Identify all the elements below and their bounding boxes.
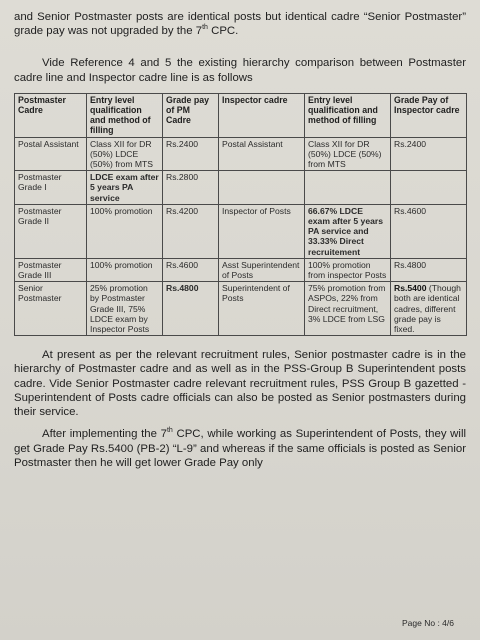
- cell-pm-cadre: Postal Assistant: [15, 137, 87, 171]
- header-pm-pay: Grade pay of PM Cadre: [163, 93, 219, 137]
- table-row: [15, 258, 467, 281]
- cell-pm-pay: Rs.4200: [163, 204, 219, 258]
- cell-ins-pay: Rs.4600: [391, 204, 467, 258]
- cell-ins-entry: 66.67% LDCE exam after 5 years PA service and 33.33% Direct recruitement: [305, 204, 391, 258]
- cell-pm-entry: 100% promotion: [87, 258, 163, 281]
- cell-ins-entry: 100% promotion from inspector Posts: [305, 258, 391, 281]
- cell-ins-entry: Class XII for DR (50%) LDCE (50%) from MTS: [305, 137, 391, 171]
- cell-pm-entry: 25% promotion by Postmaster Grade III, 75% LDCE exam by Inspector Posts: [87, 282, 163, 336]
- ins-pay-value: Rs.5400: [394, 283, 427, 294]
- after-superscript: th: [166, 427, 173, 435]
- cell-ins-entry: [305, 171, 391, 205]
- after-text-end: CPC, while working as Superintendent of Posts, they will get Grade Pay Rs.5400 (PB-2) “L-9” and whereas if the same officials is posted as Senior Postmaster then he will get lower Grade Pay only: [14, 428, 466, 469]
- cell-ins-pay: Rs.4800: [391, 258, 467, 281]
- cell-ins-cadre: Asst Superintendent of Posts: [219, 258, 305, 281]
- ins-pay-note: (Though both are identical cadres, different grade pay is fixed.: [394, 283, 461, 335]
- cell-ins-pay: Rs.2400: [391, 137, 467, 171]
- intro-text-end: CPC.: [207, 25, 239, 38]
- page-number: Page No : 4/6: [402, 618, 454, 628]
- intro-paragraph: [14, 10, 466, 38]
- cell-pm-pay: Rs.2400: [163, 137, 219, 171]
- header-ins-cadre: Inspector cadre: [219, 93, 305, 137]
- hierarchy-paragraph: Vide Reference 4 and 5 the existing hierarchy comparison between Postmaster cadre line and Inspector cadre line is as follows: [14, 57, 466, 84]
- cell-ins-cadre: [219, 171, 305, 205]
- cell-pm-pay: Rs.4800: [163, 282, 219, 336]
- cell-ins-cadre: Inspector of Posts: [219, 204, 305, 258]
- table-header-row: [15, 93, 467, 137]
- intro-superscript: th: [202, 24, 208, 32]
- cell-pm-cadre: Postmaster Grade III: [15, 258, 87, 281]
- cell-ins-entry: 75% promotion from ASPOs, 22% from Direct recruitment, 3% LDCE from LSG: [305, 282, 391, 336]
- table-row: [15, 137, 467, 171]
- cell-pm-pay: Rs.2800: [163, 171, 219, 205]
- cell-pm-entry: Class XII for DR (50%) LDCE (50%) from MTS: [87, 137, 163, 171]
- header-pm-cadre: Postmaster Cadre: [15, 93, 87, 137]
- cell-pm-cadre: Postmaster Grade II: [15, 204, 87, 258]
- cell-ins-cadre: Postal Assistant: [219, 137, 305, 171]
- table-row: [15, 282, 467, 336]
- cell-ins-cadre: Superintendent of Posts: [219, 282, 305, 336]
- header-ins-pay: Grade Pay of Inspector cadre: [391, 93, 467, 137]
- cell-pm-cadre: Senior Postmaster: [15, 282, 87, 336]
- hierarchy-table: [14, 93, 467, 336]
- cell-ins-pay: [391, 171, 467, 205]
- header-pm-entry: Entry level qualification and method of filling: [87, 93, 163, 137]
- table-row: [15, 204, 467, 258]
- after-text: After implementing the 7: [42, 428, 167, 441]
- cell-pm-pay: Rs.4600: [163, 258, 219, 281]
- intro-text: and Senior Postmaster posts are identical posts but identical cadre “Senior Postmaster” grade pay was not upgraded by the 7: [14, 11, 466, 38]
- cell-pm-cadre: Postmaster Grade I: [15, 171, 87, 205]
- table-row: [15, 171, 467, 205]
- cell-pm-entry: 100% promotion: [87, 204, 163, 258]
- present-paragraph: At present as per the relevant recruitment rules, Senior postmaster cadre is in the hierarchy of Postmaster cadre and as well as in the PSS-Group B Superintendent posts cadre. Vide Senior Postmaster cadre relevant recruitment rules, PSS Group B gazetted - Superintendent of Posts cadre officials can also be posted as Senior postmasters during their service.: [14, 349, 466, 419]
- cell-ins-pay: [391, 282, 467, 336]
- header-ins-entry: Entry level qualification and method of filling: [305, 93, 391, 137]
- after-paragraph: [14, 427, 466, 470]
- cell-pm-entry: LDCE exam after 5 years PA service: [87, 171, 163, 205]
